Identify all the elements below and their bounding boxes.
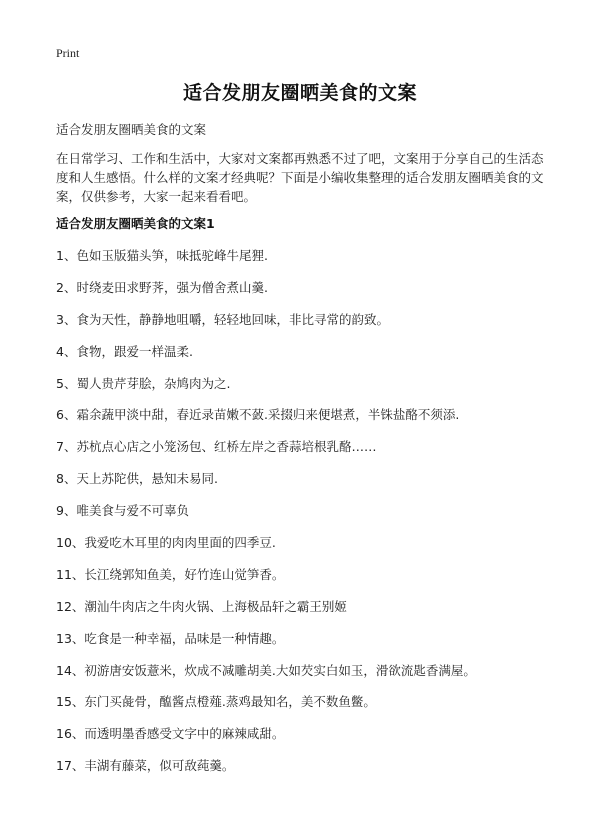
list-item: 15、东门买彘骨，醢酱点橙薤.蒸鸡最知名，美不数鱼鳖。 (56, 694, 376, 710)
intro-paragraph: 在日常学习、工作和生活中，大家对文案都再熟悉不过了吧，文案用于分享自己的生活态度和人生感悟。什么样的文案才经典呢？下面是小编收集整理的适合发朋友圈晒美食的文案，仅供参考，大家一起来看看吧。 (56, 151, 544, 204)
list-item: 16、而透明墨香感受文字中的麻辣咸甜。 (56, 726, 285, 742)
list-item: 10、我爱吃木耳里的肉肉里面的四季豆. (56, 535, 276, 551)
list-item: 1、色如玉版猫头笋，味抵驼峰牛尾狸. (56, 248, 268, 263)
list-item: 11、长江绕郭知鱼美，好竹连山觉笋香。 (56, 566, 285, 582)
list-item: 4、食物，跟爱一样温柔. (56, 343, 193, 359)
list-item: 5、蜀人贵芹芽脍，杂鸠肉为之. (56, 375, 231, 391)
print-link[interactable]: Print (56, 46, 80, 60)
list-item: 3、食为天性，静静地咀嚼，轻轻地回味，非比寻常的韵致。 (56, 311, 389, 327)
list-item: 8、天上苏陀供，悬知未易同. (56, 471, 218, 487)
page-title: 适合发朋友圈晒美食的文案 (182, 82, 417, 104)
section-heading: 适合发朋友圈晒美食的文案1 (56, 216, 215, 231)
document-subtitle: 适合发朋友圈晒美食的文案 (56, 122, 207, 137)
list-item: 6、霜余蔬甲淡中甜，春近录苗嫩不蔹.采掇归来便堪煮，半铢盐酪不须添. (56, 407, 460, 423)
list-item: 12、潮汕牛肉店之牛肉火锅、上海极品轩之霸王别姬 (56, 598, 347, 614)
caption-list (56, 246, 576, 788)
list-item: 13、吃食是一种幸福，品味是一种情趣。 (56, 630, 285, 646)
list-item: 2、时绕麦田求野荠，强为僧舍煮山羹. (56, 279, 268, 295)
list-item: 14、初游唐安饭薏米，炊成不减雕胡美.大如芡实白如玉，滑欲流匙香满屋。 (56, 662, 476, 678)
list-item: 17、丰湖有藤菜，似可敌莼羹。 (56, 758, 235, 774)
list-item: 9、唯美食与爱不可辜负 (56, 503, 189, 519)
list-item: 7、苏杭点心店之小笼汤包、红桥左岸之香蒜培根乳酪…… (56, 439, 377, 455)
